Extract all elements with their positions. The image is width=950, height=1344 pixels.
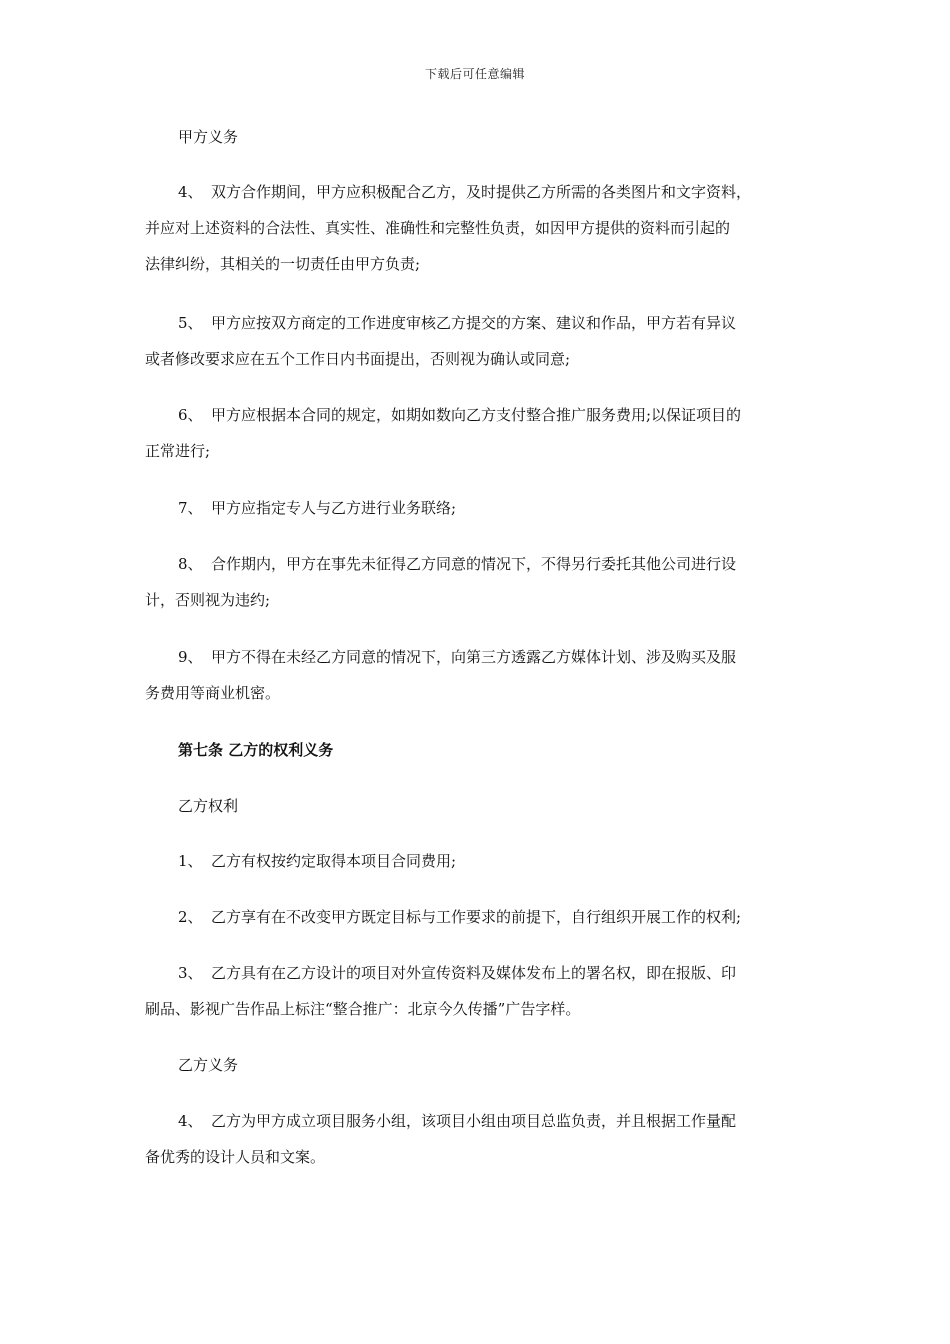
clause-text: 乙方享有在不改变甲方既定目标与工作要求的前提下，自行组织开展工作的权利; [211, 908, 742, 926]
section-heading-party-b-rights [145, 788, 810, 824]
clause-text: 乙方有权按约定取得本项目合同费用; [211, 852, 457, 870]
clause-line [145, 1103, 810, 1139]
clause-text: 甲方应根据本合同的规定，如期如数向乙方支付整合推广服务费用;以保证项目的 [211, 406, 742, 424]
clause-b-4 [145, 1103, 810, 1175]
section-heading-party-b-obligations [145, 1047, 810, 1083]
clause-a-4 [145, 174, 810, 282]
clause-b-1 [145, 843, 810, 879]
clause-line: 或者修改要求应在五个工作日内书面提出，否则视为确认或同意; [145, 350, 571, 368]
heading-text: 乙方义务 [178, 1056, 239, 1074]
clause-line: 并应对上述资料的合法性、真实性、准确性和完整性负责，如因甲方提供的资料而引起的 [145, 219, 731, 237]
clause-a-9 [145, 639, 810, 711]
clause-line [145, 174, 810, 210]
clause-number: 7、 [178, 499, 203, 517]
clause-line [145, 490, 810, 526]
clause-line: 务费用等商业机密。 [145, 684, 281, 702]
article-seven-heading [145, 732, 810, 768]
clause-number: 2、 [178, 908, 203, 926]
clause-number: 5、 [178, 314, 203, 332]
clause-line [145, 305, 810, 341]
clause-text: 合作期内，甲方在事先未征得乙方同意的情况下，不得另行委托其他公司进行设 [211, 555, 737, 573]
clause-text: 乙方为甲方成立项目服务小组，该项目小组由项目总监负责，并且根据工作量配 [211, 1112, 737, 1130]
clause-line [145, 639, 810, 675]
clause-text: 甲方不得在未经乙方同意的情况下，向第三方透露乙方媒体计划、涉及购买及服 [211, 648, 737, 666]
clause-a-8 [145, 546, 810, 618]
clause-number: 6、 [178, 406, 203, 424]
clause-line: 刷品、影视广告作品上标注“整合推广：北京今久传播”广告字样。 [145, 1000, 581, 1018]
article-title: 第七条 乙方的权利义务 [178, 741, 334, 759]
clause-line [145, 899, 810, 935]
clause-line [145, 546, 810, 582]
clause-a-6 [145, 397, 810, 469]
clause-text: 乙方具有在乙方设计的项目对外宣传资料及媒体发布上的署名权，即在报版、印 [211, 964, 737, 982]
clause-number: 8、 [178, 555, 203, 573]
clause-line: 计，否则视为违约; [145, 591, 271, 609]
clause-line: 正常进行; [145, 442, 211, 460]
clause-number: 4、 [178, 183, 203, 201]
clause-number: 3、 [178, 964, 203, 982]
clause-text: 甲方应指定专人与乙方进行业务联络; [211, 499, 457, 517]
clause-line [145, 397, 810, 433]
heading-text: 乙方权利 [178, 797, 239, 815]
clause-number: 4、 [178, 1112, 203, 1130]
page-header: 下载后可任意编辑 [424, 67, 525, 81]
clause-text: 甲方应按双方商定的工作进度审核乙方提交的方案、建议和作品，甲方若有异议 [211, 314, 737, 332]
clause-b-3 [145, 955, 810, 1027]
clause-line [145, 843, 810, 879]
clause-a-5 [145, 305, 810, 377]
section-heading-party-a-obligations [145, 119, 810, 155]
clause-line: 法律纠纷，其相关的一切责任由甲方负责; [145, 255, 421, 273]
clause-number: 9、 [178, 648, 203, 666]
clause-line [145, 955, 810, 991]
clause-b-2 [145, 899, 810, 935]
clause-line: 备优秀的设计人员和文案。 [145, 1148, 326, 1166]
clause-text: 双方合作期间，甲方应积极配合乙方，及时提供乙方所需的各类图片和文字资料， [211, 183, 752, 201]
clause-number: 1、 [178, 852, 203, 870]
clause-a-7 [145, 490, 810, 526]
heading-text: 甲方义务 [178, 128, 239, 146]
